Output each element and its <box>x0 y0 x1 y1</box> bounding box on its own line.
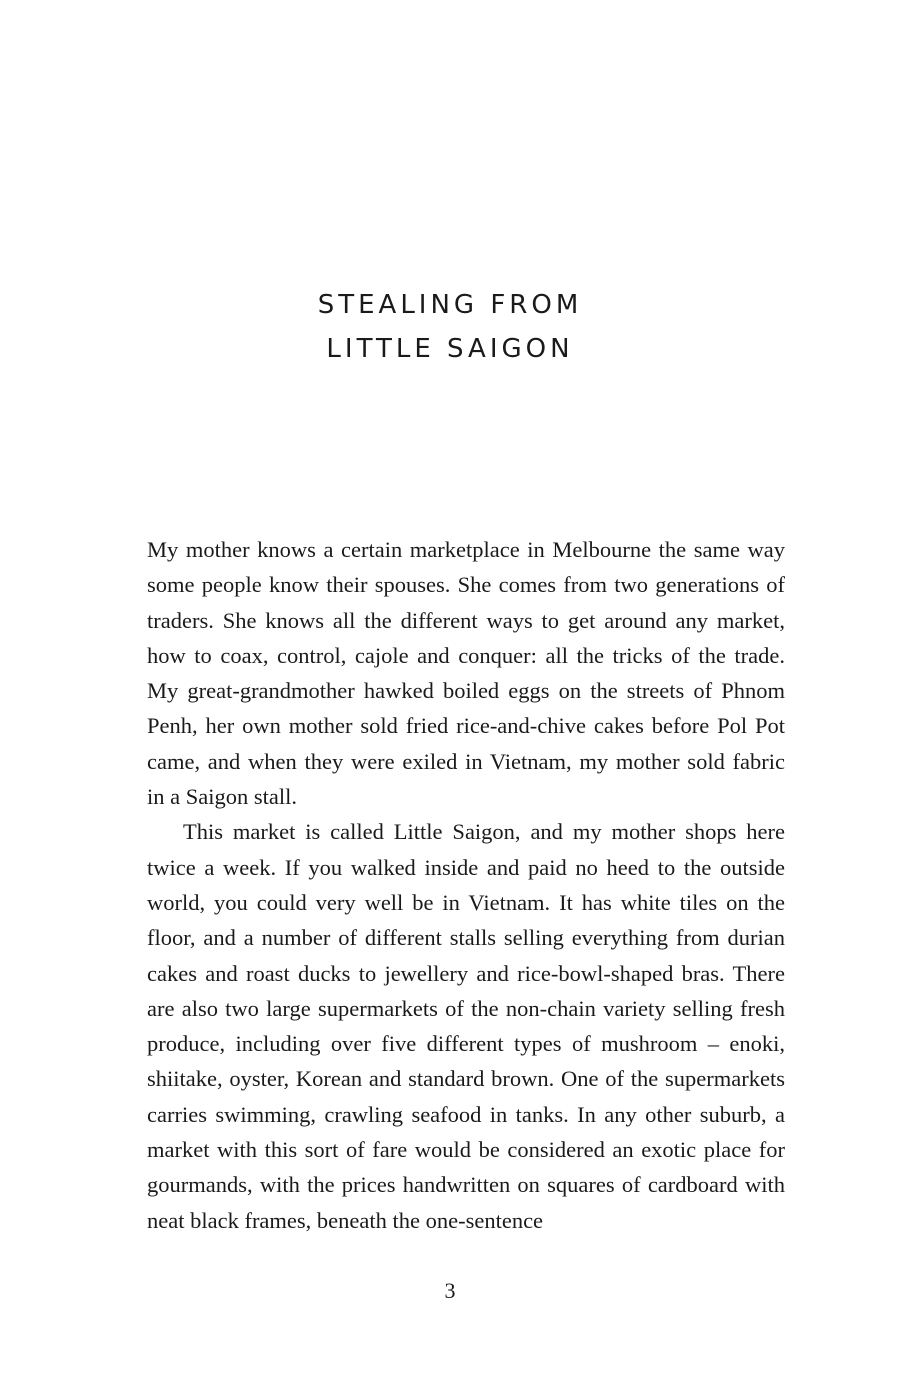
chapter-title-line-2: LITTLE SAIGON <box>326 334 574 364</box>
chapter-title-line-1: STEALING FROM <box>317 290 583 320</box>
body-text <box>147 532 785 1238</box>
page-number: 3 <box>444 1278 456 1303</box>
chapter-title <box>0 283 900 371</box>
paragraph-2: This market is called Little Saigon, and my mother shops here twice a week. If you walked inside and paid no heed to the outside world, you could very well be in Vietnam. It has white tiles on the floor, and a number of different stalls selling everything from durian cakes and roast ducks to jewellery and rice-bowl-shaped bras. There are also two large supermarkets of the non-chain variety selling fresh produce, including over five different types of mushroom – enoki, shiitake, oyster, Korean and standard brown. One of the supermarkets carries swimming, crawling seafood in tanks. In any other suburb, a market with this sort of fare would be considered an exotic place for gourmands, with the prices handwritten on squares of cardboard with neat black frames, beneath the one-sentence <box>147 819 785 1233</box>
paragraph-1: My mother knows a certain marketplace in Melbourne the same way some people know their spouses. She comes from two generations of traders. She knows all the different ways to get around any market, how to coax, control, cajole and conquer: all the tricks of the trade. My great-grandmother hawked boiled eggs on the streets of Phnom Penh, her own mother sold fried rice-and-chive cakes before Pol Pot came, and when they were exiled in Vietnam, my mother sold fabric in a Saigon stall. <box>147 537 785 810</box>
